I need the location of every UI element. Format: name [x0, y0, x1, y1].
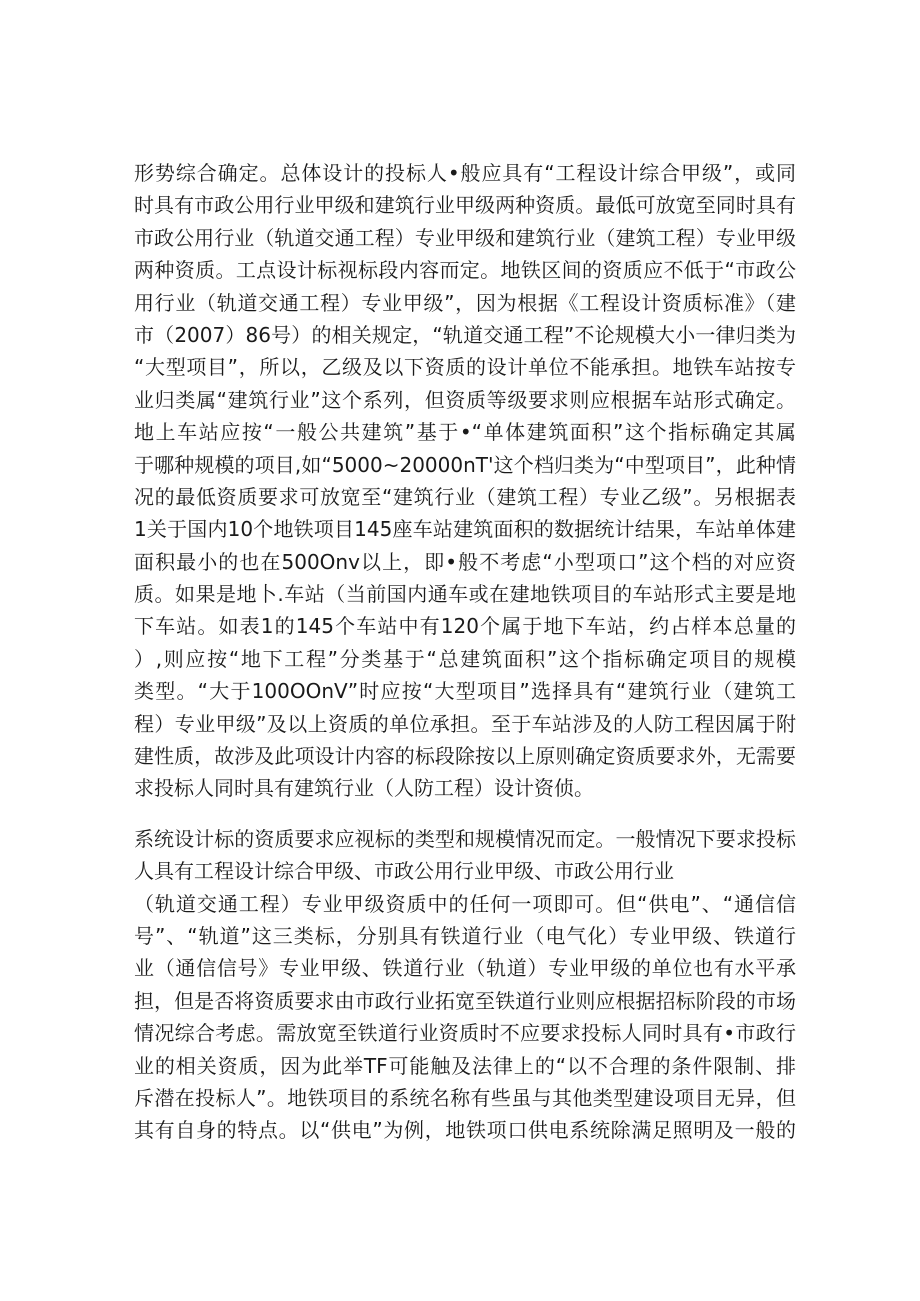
text-line: 业的相关资质，因为此举TF可能触及法律上的“以不合理的条件限制、排 [134, 1053, 796, 1078]
text-line: “大型项目”，所以，乙级及以下资质的设计单位不能承担。地铁车站按专 [134, 355, 796, 380]
text-line: 建性质，故涉及此项设计内容的标段除按以上原则确定资质要求外，无需要 [134, 744, 796, 769]
text-line: 人具有工程设计综合甲级、市政公用行业甲级、市政公用行业 [134, 859, 674, 884]
text-line: 于哪种规模的项目,如“5000~20000nT'这个档归类为“中型项目”，此种情 [134, 452, 796, 477]
text-line: 质。如果是地卜.车站（当前国内通车或在建地铁项目的车站形式主要是地 [134, 582, 796, 607]
text-line: 形势综合确定。总体设计的投标人•般应具有“工程设计综合甲级”，或同 [134, 161, 796, 185]
text-line: 系统设计标的资质要求应视标的类型和规模情况而定。一般情况下要求投标 [134, 826, 796, 851]
text-line: 市政公用行业（轨道交通工程）专业甲级和建筑行业（建筑工程）专业甲级 [134, 225, 796, 250]
text-line: 其有自身的特点。以“供电”为例，地铁项口供电系统除满足照明及一般的 [134, 1118, 796, 1143]
document-body [134, 157, 796, 1147]
paragraph-system-design [134, 823, 796, 1147]
text-line: 担，但是否将资质要求由市政行业拓宽至铁道行业则应根据招标阶段的市场 [134, 988, 796, 1013]
text-line: 斥潜在投标人”。地铁项目的系统名称有些虽与其他类型建设项目无异，但 [134, 1085, 796, 1110]
text-line: 情况综合考虑。需放宽至铁道行业资质时不应要求投标人同时具有•市政行 [134, 1021, 796, 1046]
text-line: 1关于国内10个地铁项目145座车站建筑面积的数据统计结果，车站单体建 [134, 517, 796, 542]
text-line: ）,则应按“地下工程”分类基于“总建筑面积”这个指标确定项目的规模 [134, 646, 796, 671]
text-line: 面积最小的也在500Onv以上，即•般不考虑“小型项口”这个档的对应资 [134, 549, 796, 574]
text-line: 求投标人同时具有建筑行业（人防工程）设计资侦。 [134, 776, 594, 801]
text-line: 用行业（轨道交通工程）专业甲级”，因为根据《工程设计资质标准》（建 [134, 290, 796, 315]
text-line: （轨道交通工程）专业甲级资质中的任何一项即可。但“供电”、“通信信 [134, 891, 796, 916]
paragraph-qualification-requirements [134, 157, 796, 805]
text-line: 程）专业甲级”及以上资质的单位承担。至于车站涉及的人防工程因属于附 [134, 711, 796, 736]
text-line: 业（通信信号》专业甲级、铁道行业（轨道）专业甲级的单位也有水平承 [134, 956, 796, 981]
text-line: 业归类属“建筑行业”这个系列，但资质等级要求则应根据车站形式确定。 [134, 387, 796, 412]
text-line: 市（2007）86号）的相关规定，“轨道交通工程”不论规模大小一律归类为 [134, 322, 796, 347]
text-line: 类型。“大于100OOnV”时应按“大型项目”选择具有“建筑行业（建筑工 [134, 679, 796, 704]
text-line: 下车站。如表1的145个车站中有120个属于地下车站，约占样本总量的 [134, 614, 796, 639]
text-line: 两种资质。工点设计标视标段内容而定。地铁区间的资质应不低于“市政公 [134, 258, 796, 283]
paragraph-gap [134, 805, 796, 823]
text-line: 况的最低资质要求可放宽至“建筑行业（建筑工程）专业乙级”。另根据表 [134, 484, 796, 509]
text-line: 时具有市政公用行业甲级和建筑行业甲级两种资质。最低可放宽至同时具有 [134, 193, 796, 218]
text-line: 地上车站应按“一般公共建筑”基于•“单体建筑面积”这个指标确定其属 [134, 420, 796, 445]
text-line: 号”、“轨道”这三类标，分别具有铁道行业（电气化）专业甲级、铁道行 [134, 923, 796, 948]
